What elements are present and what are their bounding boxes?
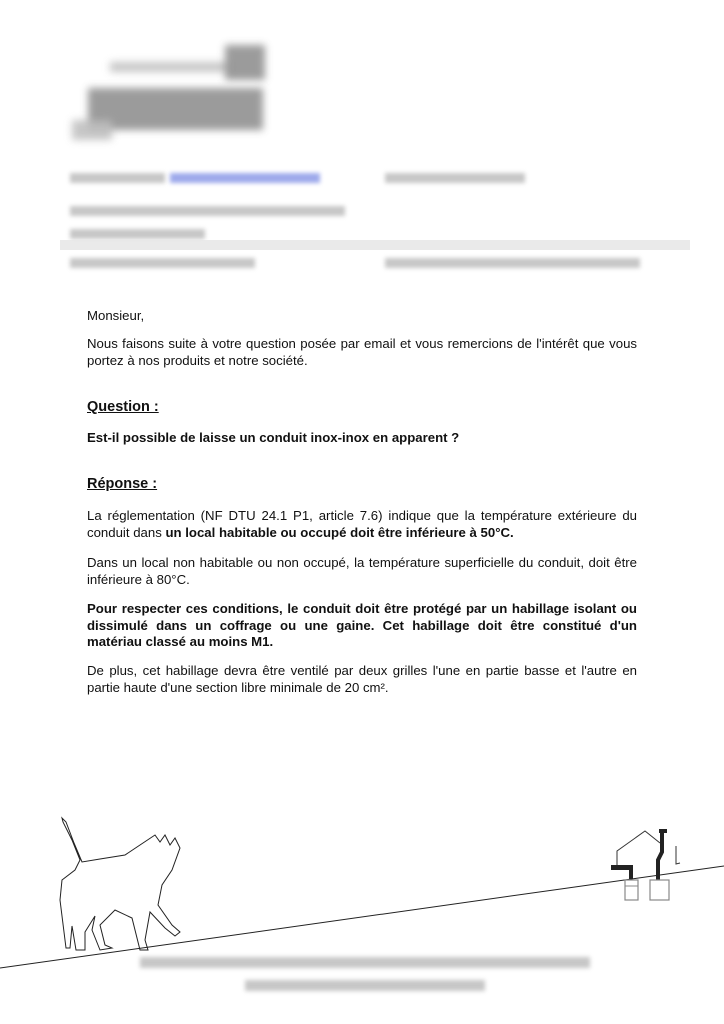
answer-paragraph-3: Pour respecter ces conditions, le conduit doit être protégé par un habillage isolant ou dissimulé dans un coffrage ou une gaine. Cet habillage doit être constitué d'un matériau classé au moins M1. — [87, 601, 637, 650]
answer-heading: Réponse : — [87, 476, 158, 492]
question-text: Est-il possible de laisse un conduit inox-inox en apparent ? — [87, 430, 460, 445]
answer-p1-text: La réglementation (NF DTU 24.1 P1, article 7.6) indique que la température extérieure du conduit dans — [87, 508, 637, 540]
answer-p1-bold: un local habitable ou occupé doit être inférieure à 50°C. — [165, 524, 514, 540]
house-icon — [611, 829, 680, 900]
intro-paragraph: Nous faisons suite à votre question posée par email et vous remercions de l'intérêt que vous portez à nos produits et notre société. — [87, 336, 637, 368]
question-heading: Question : — [87, 399, 159, 415]
answer-paragraph-2: Dans un local non habitable ou non occupé, la température superficielle du conduit, doit être inférieure à 80°C. — [87, 555, 637, 587]
cat-outline — [60, 818, 180, 950]
salutation: Monsieur, — [87, 308, 145, 323]
answer-paragraph-4: De plus, cet habillage devra être ventilé par deux grilles l'une en partie basse et l'autre en partie haute d'une section libre minimale de 20 cm². — [87, 663, 637, 695]
